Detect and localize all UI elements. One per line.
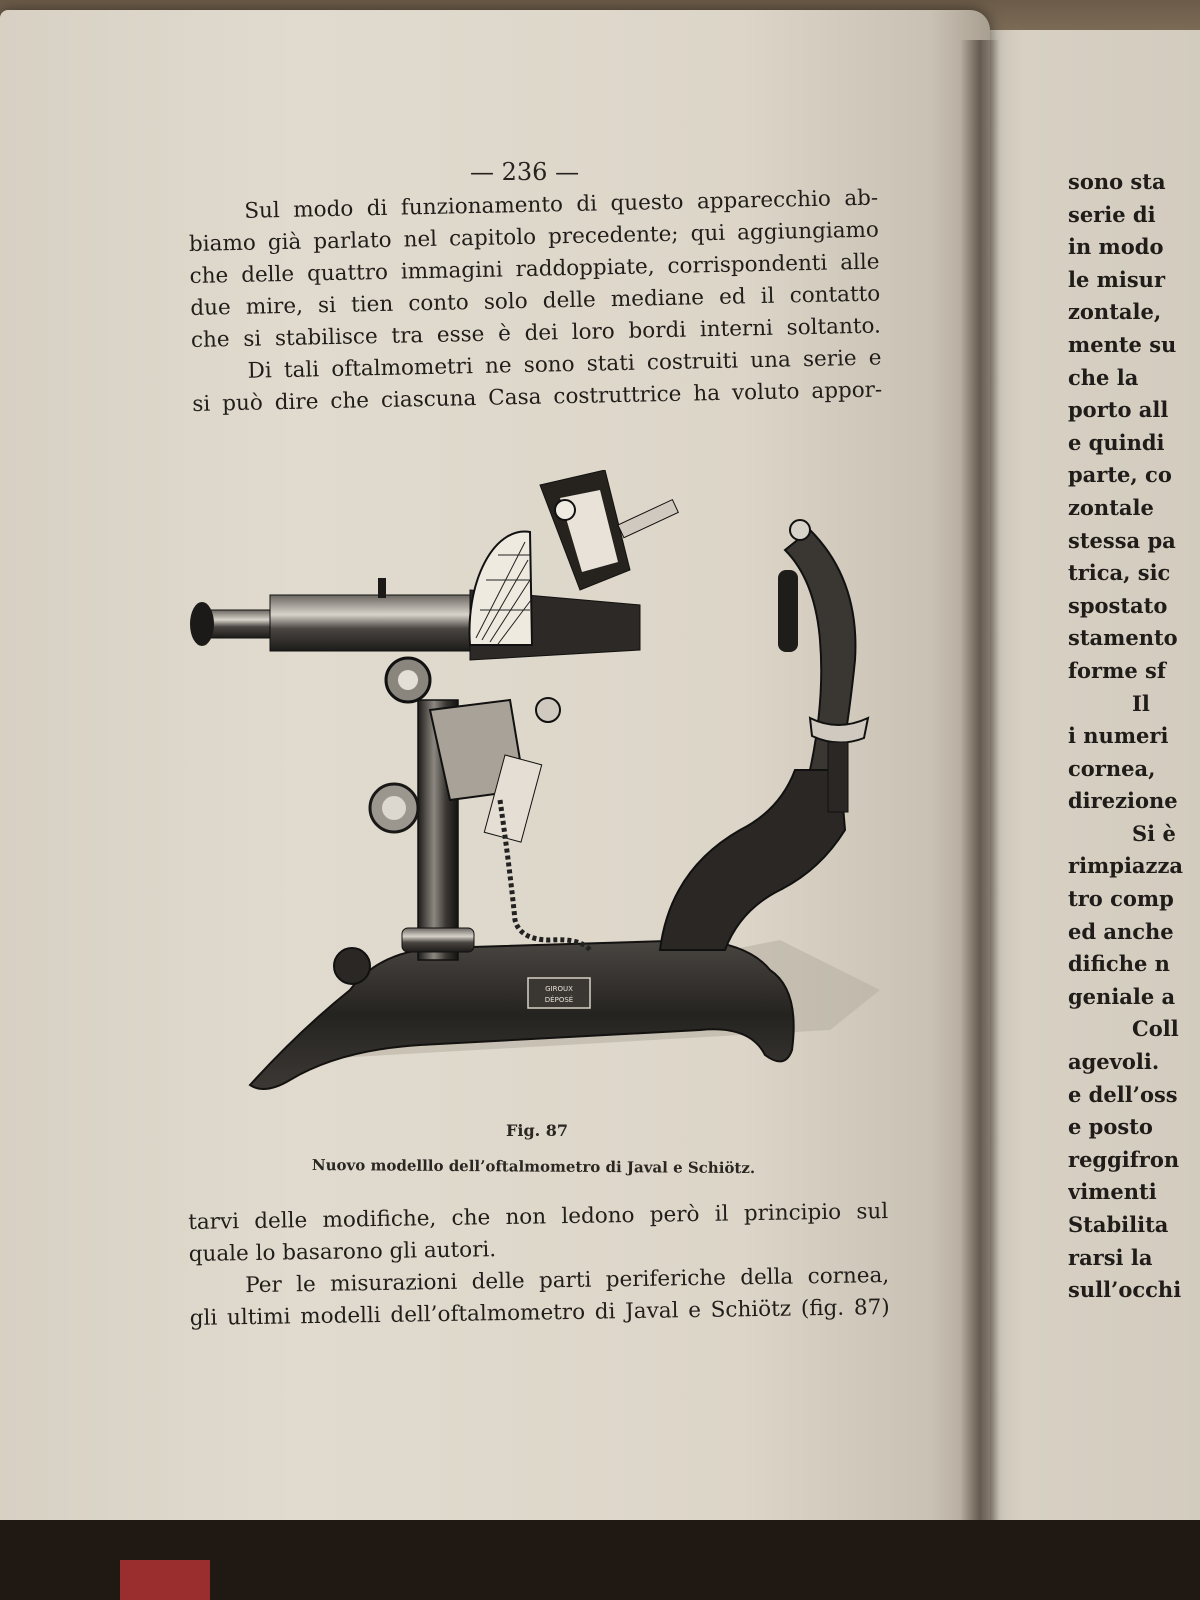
text-line: stessa pa <box>1068 527 1176 553</box>
text-line: vimenti <box>1068 1179 1157 1205</box>
text-line: serie di <box>1068 201 1156 227</box>
ophthalmometer-engraving <box>180 470 900 1100</box>
text-line: direzione <box>1068 788 1178 814</box>
figure-label: Fig. 87 <box>506 1121 569 1140</box>
plate-text: DÉPOSÉ <box>544 996 574 1004</box>
text-line: reggifron <box>1068 1146 1180 1172</box>
text-line: in modo <box>1068 234 1164 260</box>
text-line: ed anche <box>1068 918 1174 944</box>
page-number: — 236 — <box>470 158 580 186</box>
text-line: che la <box>1068 364 1139 390</box>
bottom-paragraph <box>188 1196 890 1335</box>
figure-caption: Nuovo modelllo dell’oftalmometro di Javal e Schiötz. <box>311 1156 756 1178</box>
text-line: e quindi <box>1068 429 1165 455</box>
text-line: zontale, <box>1068 299 1162 325</box>
text-line: che delle quattro immagini raddoppiate, corrispondenti alle <box>189 249 880 289</box>
top-paragraph <box>188 183 883 421</box>
text-line: biamo già parlato nel capitolo precedente; qui aggiungiamo <box>188 217 880 257</box>
text-line: tarvi delle modifiche, che non ledono però il principio sul <box>188 1199 889 1235</box>
right-page-text <box>1068 166 1200 1307</box>
text-line: Si è <box>1132 820 1176 846</box>
text-line: agevoli. <box>1068 1049 1160 1075</box>
text-line: zontale <box>1068 494 1154 520</box>
text-line: i numeri <box>1068 723 1169 749</box>
text-line: Coll <box>1132 1016 1179 1042</box>
text-line: Sul modo di funzionamento di questo apparecchio ab- <box>244 185 879 224</box>
text-line: Il <box>1132 690 1150 716</box>
text-line: e posto <box>1068 1114 1153 1140</box>
text-line: sull’occhi <box>1068 1277 1182 1303</box>
text-line: parte, co <box>1068 462 1172 488</box>
text-line: che si stabilisce tra esse è dei loro bordi interni soltanto. <box>190 313 882 353</box>
text-line: Stabilita <box>1068 1212 1169 1237</box>
text-line: sono sta <box>1068 169 1166 194</box>
text-line: rimpiazza <box>1068 853 1183 879</box>
text-line: trica, sic <box>1068 560 1171 586</box>
text-line: rarsi la <box>1068 1244 1153 1270</box>
text-line: forme sf <box>1068 657 1166 683</box>
text-line: difiche n <box>1068 951 1170 977</box>
text-line: porto all <box>1068 397 1169 423</box>
text-line: si può dire che ciascuna Casa costruttrice ha voluto appor- <box>192 377 883 417</box>
red-cloth <box>120 1560 210 1600</box>
text-line: tro comp <box>1068 886 1174 912</box>
text-line: e dell’oss <box>1068 1081 1178 1107</box>
text-line: le misur <box>1068 266 1166 292</box>
text-line: spostato <box>1068 592 1168 618</box>
text-line: Per le misurazioni delle parti periferiche della cornea, <box>245 1262 890 1299</box>
text-line: due mire, si tien conto solo delle mediane ed il contatto <box>190 281 881 321</box>
text-line: Di tali oftalmometri ne sono stati costruiti una serie e <box>247 345 882 384</box>
text-line: gli ultimi modelli dell’oftalmometro di Javal e Schiötz (fig. 87) <box>189 1294 890 1331</box>
text-line: quale lo basarono gli autori. <box>188 1237 497 1267</box>
text-line: geniale a <box>1068 983 1176 1009</box>
text-line: cornea, <box>1068 755 1156 781</box>
text-line: stamento <box>1068 625 1178 651</box>
plate-text: GIROUX <box>545 985 573 993</box>
text-line: mente su <box>1068 331 1177 357</box>
book-gutter <box>960 40 1000 1550</box>
ophthalmometer-illustration <box>180 470 900 1100</box>
